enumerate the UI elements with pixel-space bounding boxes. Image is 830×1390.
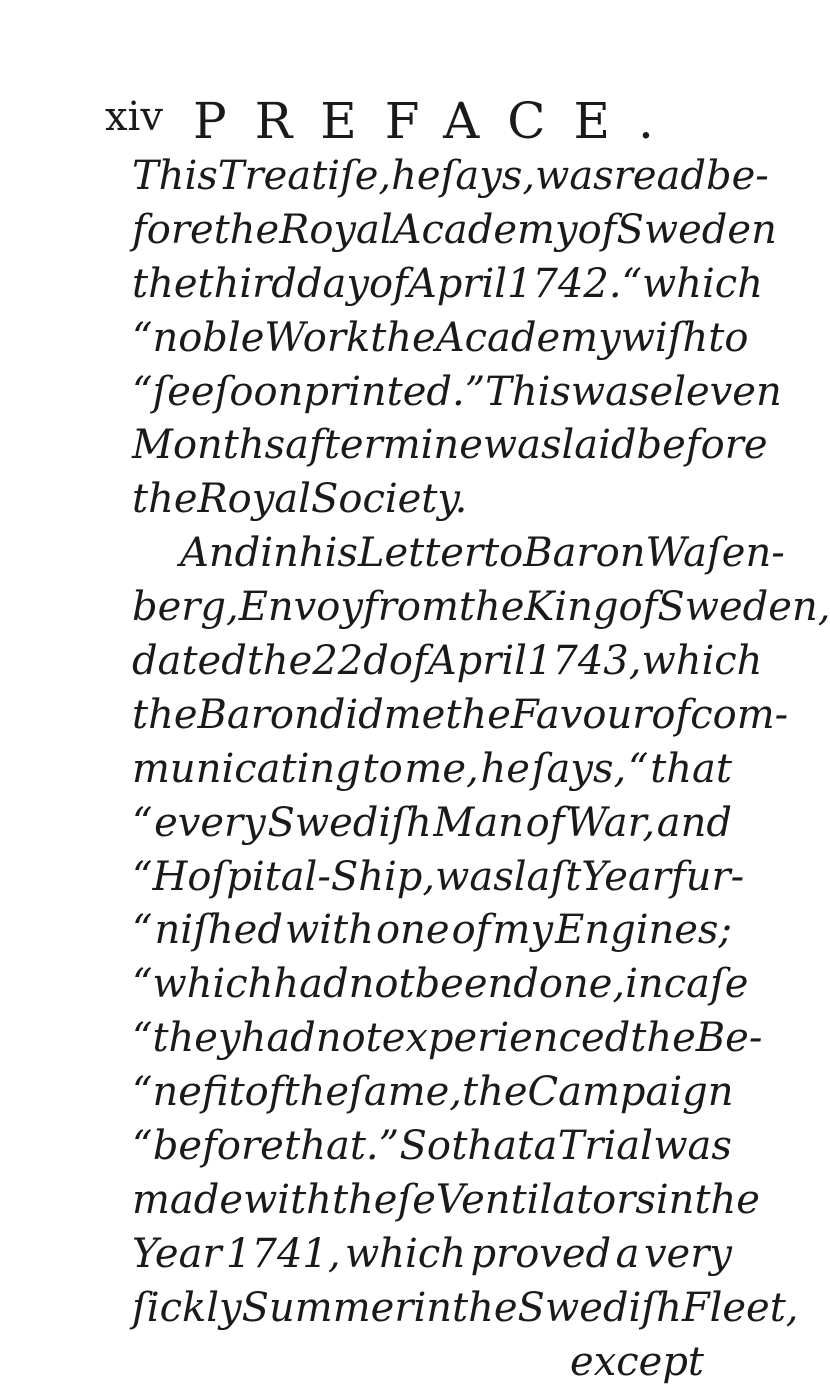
word: Work [264, 314, 371, 361]
word: Academy [392, 206, 578, 253]
text-line [132, 150, 769, 204]
word: of [244, 1069, 284, 1116]
word: except [570, 1338, 704, 1385]
word: Trial [557, 1123, 653, 1170]
word: 1743, [526, 638, 642, 685]
word: 1741, [226, 1230, 341, 1277]
text-line [132, 204, 777, 258]
word: Months [132, 422, 286, 469]
text-line [132, 473, 732, 527]
word: theſe [331, 1176, 436, 1223]
word: ſickly [132, 1284, 242, 1331]
text-line [132, 581, 830, 635]
word: This [132, 153, 218, 199]
word: Year [132, 1230, 222, 1277]
word: Waſen- [645, 530, 785, 577]
word: with [285, 907, 374, 954]
word: This [485, 368, 571, 415]
word: been [414, 961, 514, 1008]
word: com- [690, 691, 789, 738]
word: Baron [197, 691, 320, 738]
word: “ [132, 961, 153, 1008]
word: which [345, 1230, 466, 1277]
word: which [641, 638, 763, 685]
word: “ [132, 1015, 153, 1062]
word: the [694, 1176, 760, 1223]
word: Academy [435, 314, 621, 361]
word: Be- [695, 1015, 763, 1062]
text-line [132, 797, 732, 851]
word: a [615, 1230, 640, 1277]
word: fur- [670, 853, 745, 900]
word: the [246, 638, 313, 685]
word: ſays, [440, 153, 536, 199]
text-line [132, 1174, 760, 1228]
word: nefit [152, 1069, 245, 1116]
word: Year [581, 853, 671, 900]
word: to [483, 530, 524, 577]
word: Fleet, [681, 1284, 799, 1331]
word: Campaign [527, 1069, 734, 1116]
word: “ [132, 368, 153, 415]
word: War, [566, 799, 656, 846]
word: was [653, 1123, 732, 1170]
word: that [650, 745, 732, 792]
word: to [362, 745, 403, 792]
word: noble [152, 314, 265, 361]
word: Hoſpital-Ship, [152, 853, 436, 900]
word: Royal [279, 206, 393, 253]
text-line [132, 904, 732, 958]
word: the [452, 1284, 518, 1331]
word: was [435, 853, 514, 900]
word: of [577, 206, 617, 253]
word: Favour [510, 691, 652, 738]
word: Treatiſe, [217, 153, 392, 199]
word: in [655, 1176, 695, 1223]
word: Sweden [616, 206, 777, 253]
text-line [132, 1012, 763, 1066]
text-line [132, 312, 749, 366]
word: the [132, 476, 198, 523]
word: before [636, 422, 768, 469]
word: ſame, [349, 1069, 463, 1116]
word: “ [132, 799, 153, 846]
word: third [197, 260, 297, 307]
word: Society. [310, 476, 468, 523]
word: was [535, 153, 614, 199]
word: “ [132, 907, 153, 954]
text-line [132, 527, 785, 581]
catchword [132, 1336, 732, 1390]
word: they [152, 1015, 241, 1062]
word: April [407, 260, 508, 307]
word: one [375, 907, 450, 954]
word: the [630, 1015, 696, 1062]
word: not [315, 1015, 382, 1062]
word: of [618, 584, 658, 631]
word: municating [132, 745, 361, 792]
word: read [613, 153, 706, 199]
word: my [492, 907, 554, 954]
word: “ [132, 314, 153, 361]
word: King [524, 584, 619, 631]
word: not [348, 961, 415, 1008]
word: day [296, 260, 369, 307]
word: eleven [649, 368, 782, 415]
word: “ [627, 745, 649, 792]
word: did [319, 691, 384, 738]
word: Summer [241, 1284, 414, 1331]
word: “ [132, 853, 153, 900]
word: the [132, 691, 198, 738]
word: from [362, 584, 459, 631]
word: Ventilators [435, 1176, 656, 1223]
word: wiſh [620, 314, 709, 361]
word: 22d [312, 638, 389, 685]
word: of [651, 691, 691, 738]
text-line [132, 366, 782, 420]
word: he [480, 745, 530, 792]
word: had [240, 1015, 316, 1062]
text-line [132, 958, 749, 1012]
word: of [451, 907, 491, 954]
word: before [152, 1123, 284, 1170]
word: was [570, 368, 650, 415]
text-line [132, 1066, 732, 1120]
word: in [260, 530, 299, 577]
word: me, [404, 745, 479, 792]
word: ſays, [531, 745, 627, 792]
word: of [368, 260, 408, 307]
word: Envoy [238, 584, 363, 631]
word: Man [433, 799, 524, 846]
word: in [413, 1284, 453, 1331]
word: his [298, 530, 358, 577]
word: to [708, 314, 749, 361]
text-line [132, 689, 789, 743]
text-line [132, 1120, 732, 1174]
word: And [180, 530, 261, 577]
word: “ [132, 1069, 153, 1116]
word: the [283, 1069, 350, 1116]
word: mine [382, 422, 483, 469]
word: laſt [513, 853, 582, 900]
word: he [391, 153, 441, 199]
word: fore [132, 206, 214, 253]
word: proved [470, 1230, 612, 1277]
word: the [132, 260, 198, 307]
word: made [132, 1176, 244, 1223]
word: which [642, 260, 763, 307]
word: Royal [197, 476, 311, 523]
word: that [451, 1123, 534, 1170]
text-line [132, 1228, 732, 1282]
word: a [533, 1123, 558, 1170]
running-title: PREFACE. [193, 92, 682, 150]
word: the [445, 691, 511, 738]
word: Swediſh [517, 1284, 682, 1331]
word: the [370, 314, 436, 361]
text-line [132, 419, 768, 473]
word: ſoon [214, 368, 304, 415]
word: and [656, 799, 732, 846]
word: was [482, 422, 562, 469]
word: in [625, 961, 664, 1008]
word: of [388, 638, 428, 685]
word: very [643, 1230, 732, 1277]
word: experienced [381, 1015, 631, 1062]
word: me [383, 691, 446, 738]
word: “ [132, 1123, 153, 1170]
word: of [525, 799, 565, 846]
word: niſhed [154, 907, 283, 954]
word: dated [132, 638, 247, 685]
page-header [105, 92, 682, 152]
word: caſe [663, 961, 749, 1008]
word: done, [513, 961, 626, 1008]
word: the [213, 206, 280, 253]
word: Engines; [555, 907, 732, 954]
text-line [132, 258, 763, 312]
page-number: xiv [105, 94, 163, 140]
word: after [285, 422, 383, 469]
word: had [273, 961, 349, 1008]
text-line [132, 851, 745, 905]
word: Baron [523, 530, 646, 577]
word: So [399, 1123, 451, 1170]
word: April [427, 638, 527, 685]
word: berg, [132, 584, 239, 631]
word: Swediſh [267, 799, 432, 846]
word: the [458, 584, 525, 631]
word: which [152, 961, 274, 1008]
word: every [154, 799, 266, 846]
body-text [132, 150, 830, 1389]
text-line [132, 1282, 799, 1336]
word: 1742. [507, 260, 622, 307]
word: the [462, 1069, 528, 1116]
word: that.” [284, 1123, 400, 1170]
text-line [132, 743, 732, 797]
word: “ [621, 260, 642, 307]
word: Letter [357, 530, 484, 577]
text-line [132, 635, 763, 689]
word: printed.” [303, 368, 486, 415]
word: be- [705, 153, 769, 199]
word: Sweden, [657, 584, 830, 631]
word: ſee [152, 368, 215, 415]
word: with [243, 1176, 332, 1223]
word: laid [561, 422, 637, 469]
